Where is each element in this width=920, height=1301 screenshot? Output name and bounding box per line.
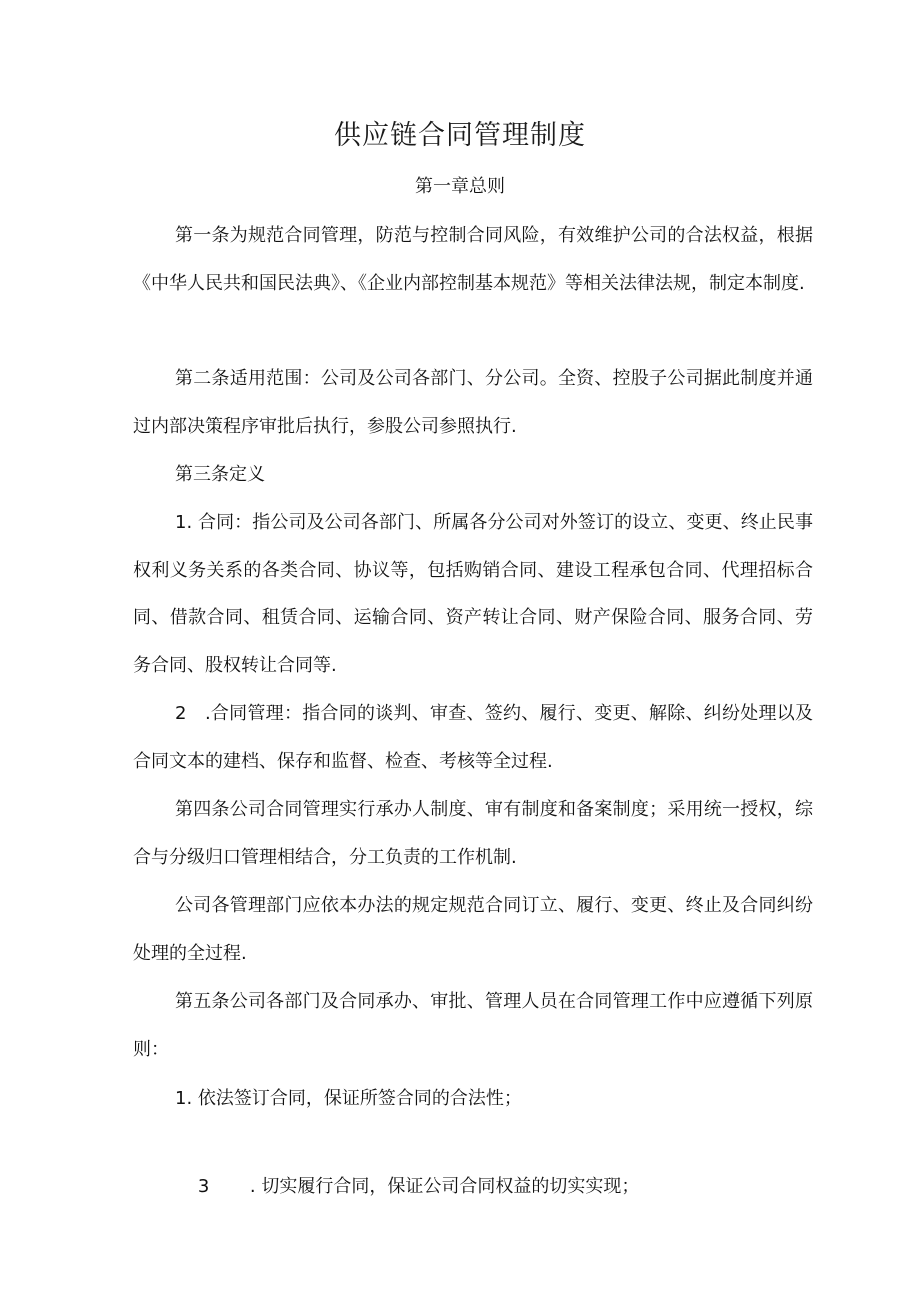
- definition-1-paragraph: 1. 合同：指公司及公司各部门、所属各分公司对外签订的设立、变更、终止民事权利义务关系的各类合同、协议等，包括购销合同、建设工程承包合同、代理招标合同、借款合同、租赁合同、运输合同、资产转让合同、财产保险合同、服务合同、劳务合同、股权转让合同等.: [133, 512, 813, 676]
- principle-3-number: 3: [197, 1176, 210, 1197]
- principle-1-paragraph: 1. 依法签订合同，保证所签合同的合法性；: [175, 1088, 522, 1109]
- article-1-paragraph: 第一条为规范合同管理，防范与控制合同风险，有效维护公司的合法权益，根据《中华人民共和国民法典》、《企业内部控制基本规范》等相关法律法规，制定本制度.: [133, 225, 813, 294]
- chapter-heading: 第一章总则: [415, 176, 505, 197]
- management-departments-paragraph: 公司各管理部门应依本办法的规定规范合同订立、履行、变更、终止及合同纠纷处理的全过程.: [133, 895, 813, 964]
- article-3-heading: 第三条定义: [175, 464, 265, 485]
- article-5-paragraph: 第五条公司各部门及合同承办、审批、管理人员在合同管理工作中应遵循下列原则：: [133, 991, 813, 1060]
- article-2-paragraph: 第二条适用范围：公司及公司各部门、分公司。全资、控股子公司据此制度并通过内部决策程序审批后执行，参股公司参照执行.: [133, 368, 813, 437]
- principle-3-text: . 切实履行合同，保证公司合同权益的切实实现；: [249, 1176, 640, 1197]
- principle-3-item: [175, 1142, 639, 1232]
- definition-2-paragraph: 2 .合同管理：指合同的谈判、审查、签约、履行、变更、解除、纠纷处理以及合同文本的建档、保存和监督、检查、考核等全过程.: [133, 703, 813, 772]
- document-title: 供应链合同管理制度: [334, 120, 586, 151]
- article-4-paragraph: 第四条公司合同管理实行承办人制度、审有制度和备案制度；采用统一授权，综合与分级归口管理相结合，分工负责的工作机制.: [133, 799, 813, 868]
